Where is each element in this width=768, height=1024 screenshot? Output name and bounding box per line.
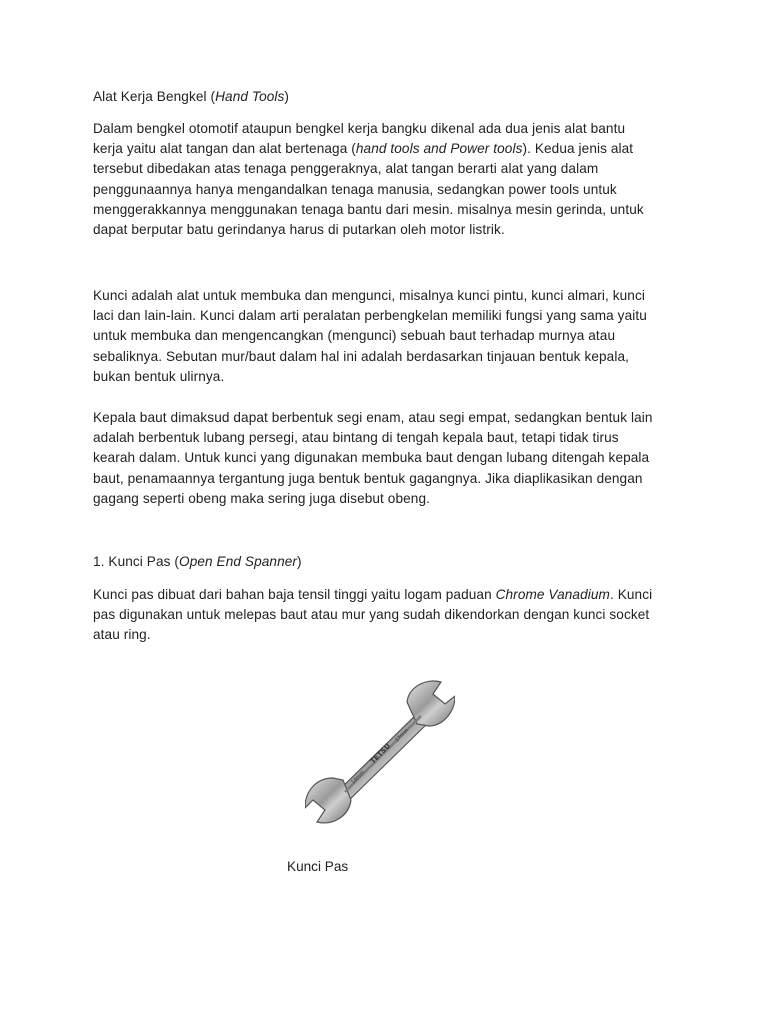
paragraph-line: Dalam bengkel otomotif ataupun bengkel kerja bangku dikenal ada dua jenis alat bantu — [93, 121, 626, 136]
italic-segment: hand tools and Power tools — [355, 141, 523, 157]
wrench-brand-label: TETSU — [368, 742, 393, 766]
paragraph-line: tersebut dibedakan atas tenaga penggeraknya, alat tangan berarti alat yang dalam — [93, 161, 599, 177]
paragraph-line: bukan bentuk ulirnya. — [93, 368, 225, 384]
text-segment: kerja yaitu alat tangan dan alat bertenaga ( — [93, 141, 356, 157]
paragraph-line: pas digunakan untuk melepas baut atau mur yang sudah dikendorkan dengan kunci socket — [93, 607, 650, 623]
section-italic: Open End Spanner — [179, 554, 298, 569]
paragraph-line: sebaliknya. Sebutan mur/baut dalam hal ini adalah berdasarkan tinjauan bentuk kepala, — [93, 348, 629, 364]
heading-text: Alat Kerja Bengkel ( — [93, 89, 216, 104]
section-end: ) — [297, 554, 302, 569]
heading-italic: Hand Tools — [215, 89, 285, 104]
paragraph-line: Kunci adalah alat untuk membuka dan mengunci, misalnya kunci pintu, kunci almari, kunci — [93, 288, 645, 303]
paragraph-line: menggerakkannya menggunakan tenaga bantu dari mesin. misalnya mesin gerinda, untuk — [93, 201, 644, 217]
text-segment: . Kunci — [609, 587, 653, 602]
section-heading-kunci-pas — [93, 552, 302, 572]
section-text: 1. Kunci Pas ( — [93, 554, 180, 569]
paragraph-line: dapat berputar batu gerindanya harus di putarkan oleh motor listrik. — [93, 222, 505, 238]
italic-segment: Chrome Vanadium — [495, 587, 610, 602]
paragraph-line: penggunaannya hanya mengandalkan tenaga manusia, sedangkan power tools untuk — [93, 181, 617, 197]
text-segment: ). Kedua jenis alat — [522, 141, 634, 157]
paragraph-kepala-baut — [93, 408, 683, 509]
paragraph-line — [93, 585, 683, 605]
paragraph-line: gagang seperti obeng maka sering juga disebut obeng. — [93, 490, 430, 506]
paragraph-line: laci dan lain-lain. Kunci dalam arti peralatan perbengkelan memiliki fungsi yang sama yaitu — [93, 308, 647, 324]
heading-hand-tools — [93, 87, 289, 107]
paragraph-line: baut, penamaannya tergantung juga bentuk bentuk gagangnya. Jika diaplikasikan dengan — [93, 470, 643, 486]
paragraph-line — [93, 139, 683, 159]
wrench-size-left: 14mm — [350, 769, 366, 786]
paragraph-line: atau ring. — [93, 627, 151, 643]
heading-end: ) — [284, 89, 290, 104]
wrench-size-right: 17mm — [394, 727, 410, 744]
text-segment: Kunci pas dibuat dari bahan baja tensil tinggi yaitu logam paduan — [93, 587, 496, 602]
figure-caption: Kunci Pas — [287, 859, 349, 874]
paragraph-intro — [93, 119, 683, 240]
paragraph-line: untuk membuka dan mengencangkan (mengunci) sebuah baut terhadap murnya atau — [93, 328, 616, 344]
open-end-spanner-icon — [305, 676, 455, 828]
paragraph-line: Kepala baut dimaksud dapat berbentuk segi enam, atau segi empat, sedangkan bentuk lain — [93, 410, 653, 425]
paragraph-kunci-pas — [93, 585, 683, 646]
paragraph-kunci — [93, 286, 683, 387]
paragraph-line: kearah dalam. Untuk kunci yang digunakan membuka baut dengan lubang ditengah kepala — [93, 450, 650, 466]
paragraph-line: adalah berbentuk lubang persegi, atau bintang di tengah kepala baut, tetapi tidak tirus — [93, 430, 619, 446]
